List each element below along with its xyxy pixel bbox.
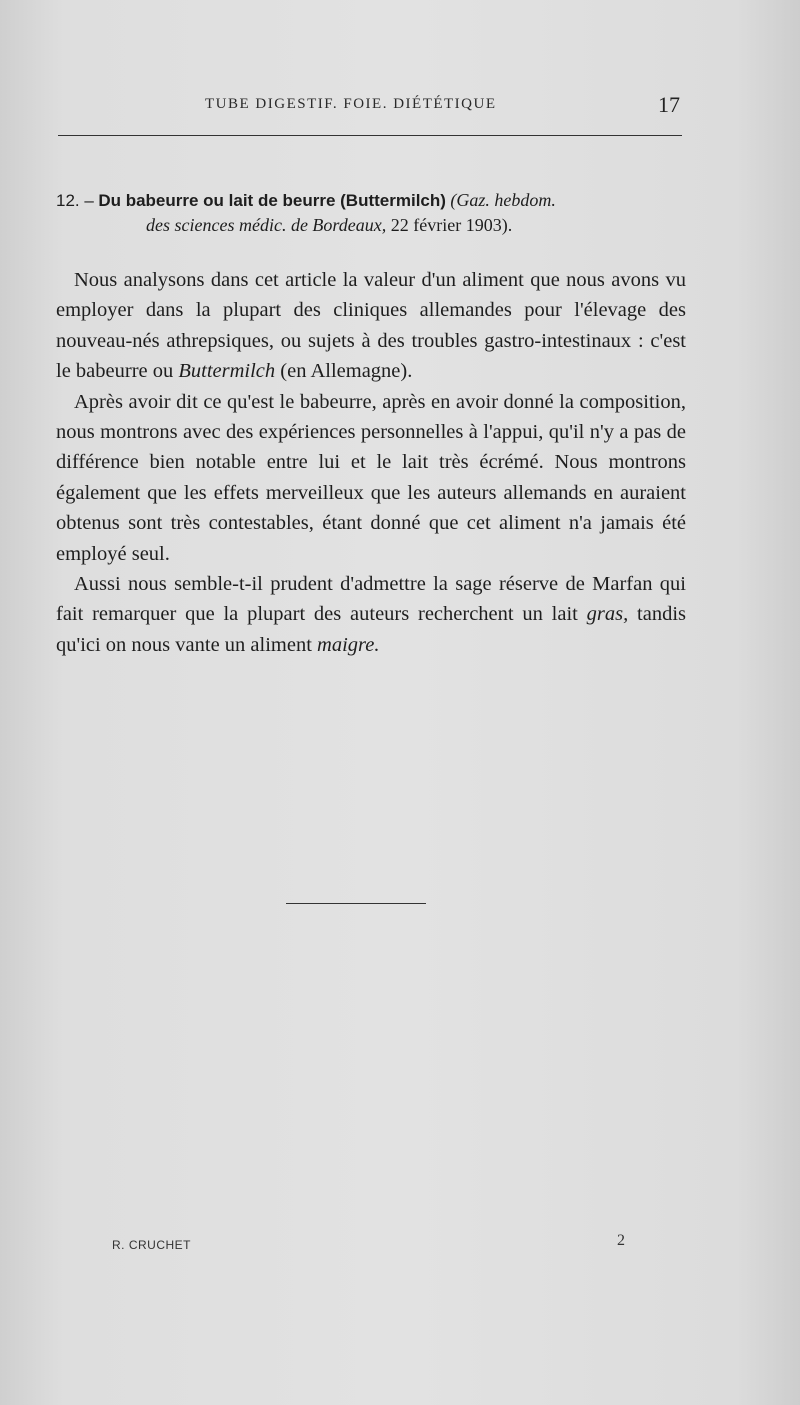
article-number: 12. –	[56, 191, 94, 210]
source-date: 22 février 1903).	[390, 215, 513, 235]
running-head: TUBE DIGESTIF. FOIE. DIÉTÉTIQUE	[205, 96, 497, 112]
source-journal-continued: des sciences médic. de Bordeaux,	[146, 215, 387, 235]
paragraph-1-end: (en Allemagne).	[280, 360, 413, 383]
paragraph-3-italic-2: maigre.	[317, 633, 380, 656]
article-title: Du babeurre ou lait de beurre (Buttermilch)	[98, 191, 446, 210]
paragraph-1-italic: Buttermilch	[178, 360, 276, 383]
source-journal: (Gaz. hebdom.	[450, 190, 556, 210]
article-block	[56, 188, 686, 660]
section-end-rule	[286, 903, 426, 904]
paragraph-3	[56, 569, 686, 660]
paragraph-2: Après avoir dit ce qu'est le babeurre, après en avoir donné la composition, nous montrons avec des expériences personnelles à l'appui, qu'il n'y a pas de différence bien notable entre lui et le lait très écrémé. Nous montrons également que les effets merveilleux que les auteurs allemands en auraient obtenus sont très contestables, étant donné que cet aliment n'a jamais été employé seul.	[56, 390, 686, 565]
paragraph-3-text: Aussi nous semble-t-il prudent d'admettre la sage réserve de Marfan qui fait remarquer que la plupart des auteurs recherchent un lait	[56, 573, 686, 626]
source-line	[146, 213, 686, 237]
page-number: 17	[658, 92, 680, 117]
paragraph-3-middle: tandis qu'ici on nous vante un aliment	[56, 603, 687, 656]
paragraph-1	[56, 265, 686, 387]
article-title-line	[56, 188, 686, 213]
footer-sheet-number: 2	[617, 1232, 625, 1249]
header-rule	[58, 135, 682, 136]
paragraph-3-italic-1: gras,	[586, 603, 629, 626]
footer-signature: R. CRUCHET	[112, 1238, 191, 1252]
paragraph-1-text: Nous analysons dans cet article la valeur d'un aliment que nous avons vu employer dans la plupart des cliniques allemandes pour l'élevage des nouveau-nés athrepsiques, ou sujets à des troubles gastro-intestinaux : c'est le babeurre ou	[56, 269, 686, 383]
